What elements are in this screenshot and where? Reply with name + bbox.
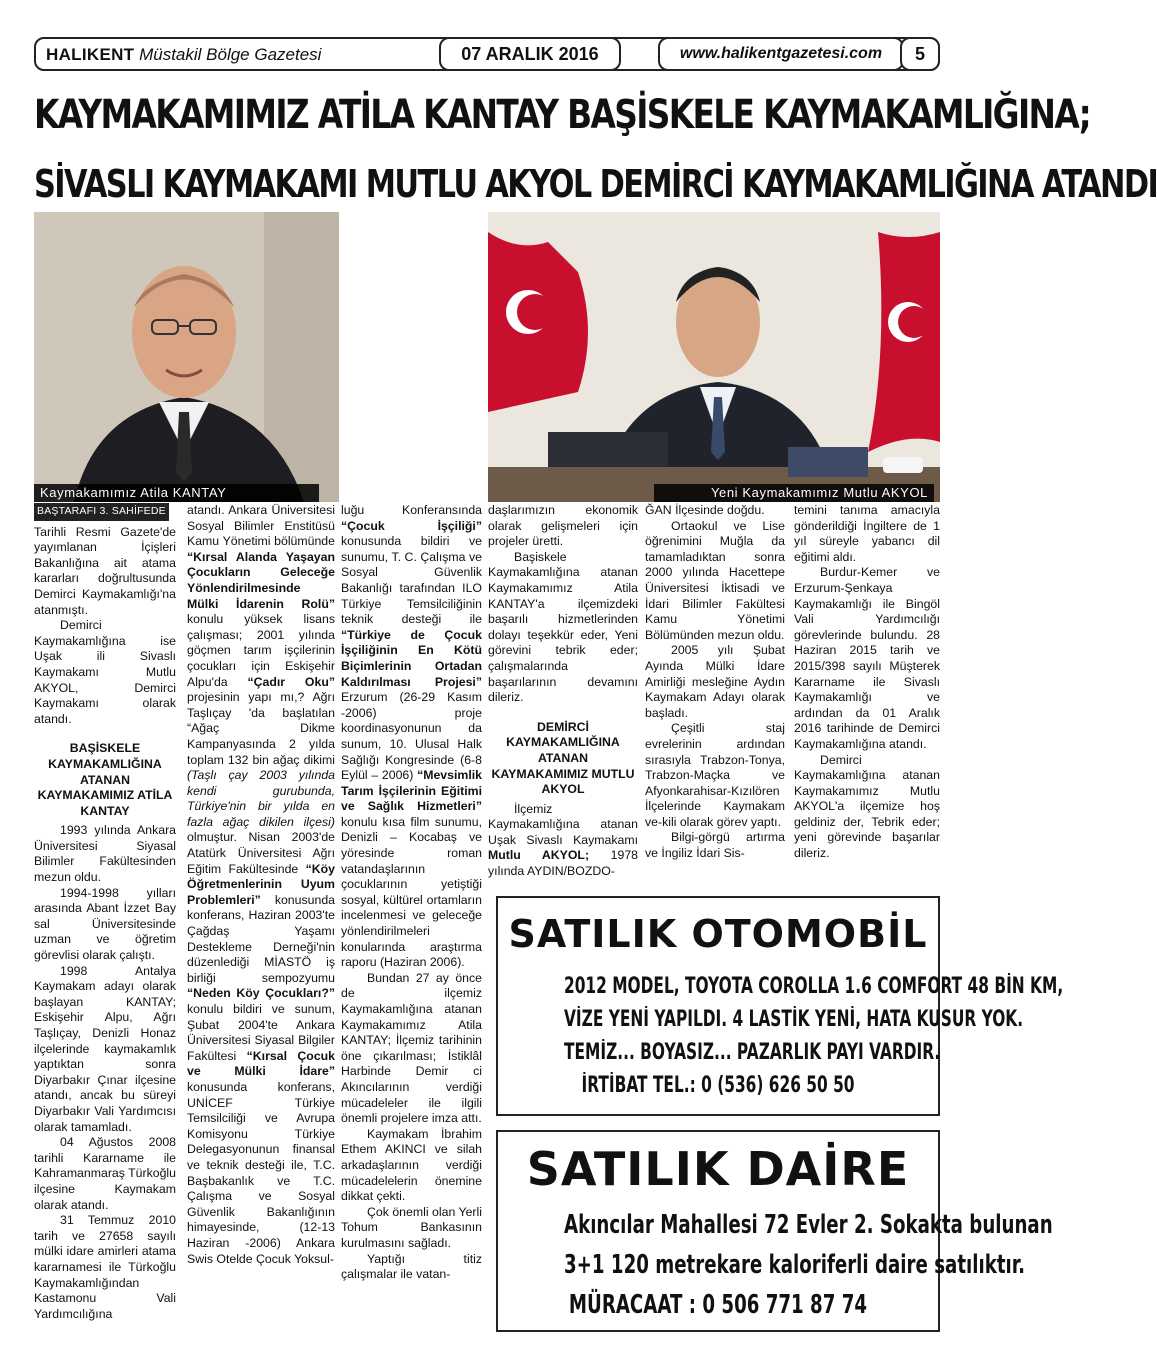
paragraph: Ortaokul ve Lise öğrenimini Muğla da tamamladıktan sonra 2000 yılında Hacettepe Üniversitesi İktisadi ve İdari Bilimler Fakültesi Kamu Yönetimi Bölümünden mezun oldu.: [645, 518, 785, 642]
section-heading-akyol: DEMİRCİ KAYMAKAMLIĞINA ATANAN KAYMAKAMIMIZ MUTLU AKYOL: [491, 719, 635, 797]
newspaper-brand: HALIKENT Müstakil Bölge Gazetesi: [46, 45, 322, 64]
paragraph: ĞAN İlçesinde doğdu.: [645, 503, 765, 517]
masthead-bar: [34, 37, 940, 71]
article-column-3: [341, 503, 482, 1283]
photo-atila-kantay: [34, 212, 339, 502]
paragraph: 1998 Antalya Kaymakam adayı olarak başlayan KANTAY; Eskişehir Alpu, Ağrı Taşlıçay, Denizli Honaz ilçelerinde kaymakamlık yaptıktan sonra Diyarbakır Çınar ilçesine atandı, ancak bu süreyi Diyarbakır Vali Yardımcısı olarak tamamladı.: [34, 963, 176, 1134]
article-column-1: [34, 503, 176, 1322]
portrait-illustration: [34, 212, 339, 502]
paragraph: Bundan 27 ay önce de ilçemiz Kaymakamlığına atanan Kaymakamımız Atila KANTAY; İlçemiz tarihinin öne çıkarılması; İstiklâl Harbinde Demir ci Akıncılarının verdiği mücadeleler ile ilgili önemli projelere imza attı.: [341, 970, 482, 1126]
paragraph: Çeşitli staj evrelerinin ardından sırasıyla Trabzon-Tonya, Trabzon-Maçka ve Afyonkarahisar-Kızılören İlçelerinde Kaymakam ve-kili olarak görev yaptı.: [645, 721, 785, 829]
paragraph: luğu Konferansında “Çocuk İşçiliği” konusunda bildiri ve sunumu, T. C. Çalışma ve Sosyal Güvenlik Bakanlığı tarafından ILO Türkiye Temsilciliğinin teknik desteği ile “Türkiye de Çocuk İşçiliğinin En Kötü Biçimlerinin Ortadan Kaldırılması Projesi” Erzurum (26-29 Kasım -2006) proje koordinasyonunun da sunum, 10. Ulusal Halk Sağlığı Kongresinde (6-8 Eylül – 2006) “Mevsimlik Tarım İşçilerinin Eğitimi ve Sağlık Hizmetleri” konulu kısa film sunumu, Denizli – Kocabaş ve yöresinde roman vatandaşlarının çocuklarının yetiştiği sosyal, kültürel ortamların incelenmesi ve geleceğe yönlendirilmeleri konularında araştırma raporu (Haziran 2006).: [341, 503, 482, 970]
section-heading-kantay: BAŞİSKELE KAYMAKAMLIĞINA ATANAN KAYMAKAMIMIZ ATİLA KANTAY: [37, 741, 173, 818]
paragraph: atandı. Ankara Üniversitesi Sosyal Bilimler Enstitüsü Kamu Yönetimi bölümünde “Kırsal Alanda Yaşayan Çocukların Geleceğe Yönlendirilmesinde Mülki İdarenin Rolü” konulu yüksek lisans çalışması; 2001 yılında göçmen tarım işçilerinin çocukları için Eskişehir Alpu'da “Çadır Oku” projesinin yapı mı,? Ağrı Taşlıçay 'da başlatılan “Ağaç Dikme Kampanyasında 2 yılda toplam 132 bin ağaç dikimi (Taşlı çay 2003 yılında kendi gurubunda, Türkiye'nin bir yılda en fazla ağaç dikilen ilçesi) olmuştur. Nisan 2003'de Atatürk Üniversitesi Ağrı Eğitim Fakültesinde “Köy Öğretmenlerinin Uyum Problemleri” konusunda konferans, Haziran 2003'te Çağdaş Yaşamı Destekleme Derneği'nin düzenlediği MİASTÖ iş birliği sempozyumu “Neden Köy Çocukları?” konulu bildiri ve sunum, Şubat 2004'te Ankara Üniversitesi Siyasal Bilgiler Fakültesi “Kırsal Çocuk ve Mülki İdare” konusunda konferans, UNİCEF Türkiye Temsilciliği ve Avrupa Komisyonu Türkiye Delegasyonunun finansal ve teknik desteği ile, T.C. Başbakanlık ve T.C. Çalışma ve Sosyal Güvenlik Bakanlığının himayesinde, (12-13 Haziran -2006) Ankara Swis Otelde Çocuk Yoksul-: [187, 503, 336, 1266]
page-number: 5: [900, 37, 940, 71]
issue-date: 07 ARALIK 2016: [439, 37, 621, 71]
paragraph: Yaptığı titiz çalışmalar ile vatan-: [341, 1251, 482, 1282]
paragraph: Tarihli Resmi Gazete'de yayımlanan İçişleri Bakanlığına ait atama kararları doğrultusunda Demirci Kaymakamlığı'na atanmıştı.: [34, 524, 176, 617]
paragraph: daşlarımızın ekonomik olarak gelişmeleri için projeler üretti.: [488, 503, 638, 549]
paragraph: 1994-1998 yılları arasında Abant İzzet Bay sal Üniversitesinde uzman ve öğretim görevlisi olarak çalıştı.: [34, 885, 176, 963]
ad-car-title: SATILIK OTOMOBİL: [508, 912, 928, 956]
paragraph: 04 Ağustos 2008 tarihli Kararname ile Kahramanmaraş Türkoğlu ilçesine Kaymakam olarak atandı.: [34, 1135, 176, 1212]
ad-flat-phone[interactable]: MÜRACAAT : 0 506 771 87 74: [568, 1290, 868, 1320]
article-column-6: [794, 503, 940, 862]
paragraph: İlçemiz Kaymakamlığına atanan Uşak Sivaslı Kaymakamı Mutlu AKYOL; 1978 yılında AYDIN/BOZDO-: [488, 801, 638, 879]
paragraph: temini tanıma amacıyla gönderildiği İngiltere de 1 yıl süreyle yabancı dil eğitimi aldı.: [794, 503, 940, 564]
photo-mutlu-akyol: [488, 212, 940, 502]
ad-car-line-1: 2012 MODEL, TOYOTA COROLLA 1.6 COMFORT 48 BİN KM,: [564, 974, 1064, 999]
continued-from-tag: BAŞTARAFI 3. SAHİFEDE: [34, 503, 169, 521]
ad-flat-title: SATILIK DAİRE: [526, 1142, 910, 1196]
ad-flat-line-1: Akıncılar Mahallesi 72 Evler 2. Sokakta bulunan: [564, 1210, 1053, 1240]
paragraph: Çok önemli olan Yerli Tohum Bankasının kurulmasını sağladı.: [341, 1204, 482, 1250]
paragraph: Demirci Kaymakamlığına atanan Kaymakamımız Mutlu AKYOL'a ilçemize hoş geldiniz der, Tebrik eder; yeni görevinde başarılar dileriz.: [794, 752, 940, 861]
paragraph: 2005 yılı Şubat Ayında Mülki İdare Amirliği mesleğine Aydın Kaymakam Adayı olarak başladı.: [645, 643, 785, 720]
article-column-5: [645, 503, 785, 862]
paragraph: Kaymakam İbrahim Ethem AKINCI ve silah arkadaşlarının verdiği mücadelelerin önemine dikkat çekti.: [341, 1126, 482, 1204]
paragraph: Bilgi-görgü artırma ve İngiliz İdari Sis-: [645, 830, 785, 861]
paragraph: Başiskele Kaymakamlığına atanan Kaymakamımız Atila KANTAY'a ilçemizdeki başarılı hizmetlerinden dolayı teşekkür eder, Yeni görevini tebrik eder; çalışmalarında başarılarının devamını dileriz.: [488, 549, 638, 705]
office-portrait-illustration: [488, 212, 940, 502]
ad-flat-line-2: 3+1 120 metrekare kaloriferli daire satılıktır.: [564, 1250, 1026, 1280]
paragraph: 1993 yılında Ankara Üniversitesi Siyasal Bilimler Fakültesinden mezun oldu.: [34, 823, 176, 885]
article-column-2: [187, 503, 335, 1267]
headline-line-2: SİVASLI KAYMAKAMI MUTLU AKYOL DEMİRCİ KAYMAKAMLIĞINA ATANDI: [34, 162, 1157, 206]
article-column-4: [488, 503, 638, 880]
classified-ad-car: [496, 896, 1064, 1116]
ad-car-line-3: TEMİZ... BOYASIZ... PAZARLIK PAYI VARDIR.: [564, 1040, 941, 1065]
ad-car-phone[interactable]: İRTİBAT TEL.: 0 (536) 626 50 50: [581, 1073, 855, 1098]
website-link[interactable]: www.halikentgazetesi.com: [658, 37, 904, 71]
classified-ad-flat: [496, 1130, 1053, 1332]
paragraph: Burdur-Kemer ve Erzurum-Şenkaya Kaymakamlığı ile Bingöl Vali Yardımcılığı görevlerinde bulundu. 28 Haziran 2015 tarih ve 2015/398 sayılı Müşterek Kararname ile Sivaslı Kaymakamlığı ve ardından da 01 Aralık 2016 tarihinde de Demirci Kaymakamlığına atandı.: [794, 565, 940, 751]
photo-caption-right: Yeni Kaymakamımız Mutlu AKYOL: [654, 484, 934, 502]
paragraph: Demirci Kaymakamlığına ise Uşak ili Sivaslı Kaymakamı Mutlu AKYOL, Demirci Kaymakamı olarak atandı.: [34, 618, 176, 726]
headline-line-1: KAYMAKAMIMIZ ATİLA KANTAY BAŞİSKELE KAYMAKAMLIĞINA;: [34, 92, 1091, 138]
paragraph: 31 Temmuz 2010 tarih ve 27658 sayılı mülki idare amirleri atama kararnamesi ile Türkoğlu Kaymakamlığından Kastamonu Vali Yardımcılığına: [34, 1213, 176, 1321]
photo-caption-left: Kaymakamımız Atila KANTAY: [34, 484, 319, 502]
ad-car-line-2: VİZE YENİ YAPILDI. 4 LASTİK YENİ, HATA KUSUR YOK.: [564, 1007, 1024, 1032]
